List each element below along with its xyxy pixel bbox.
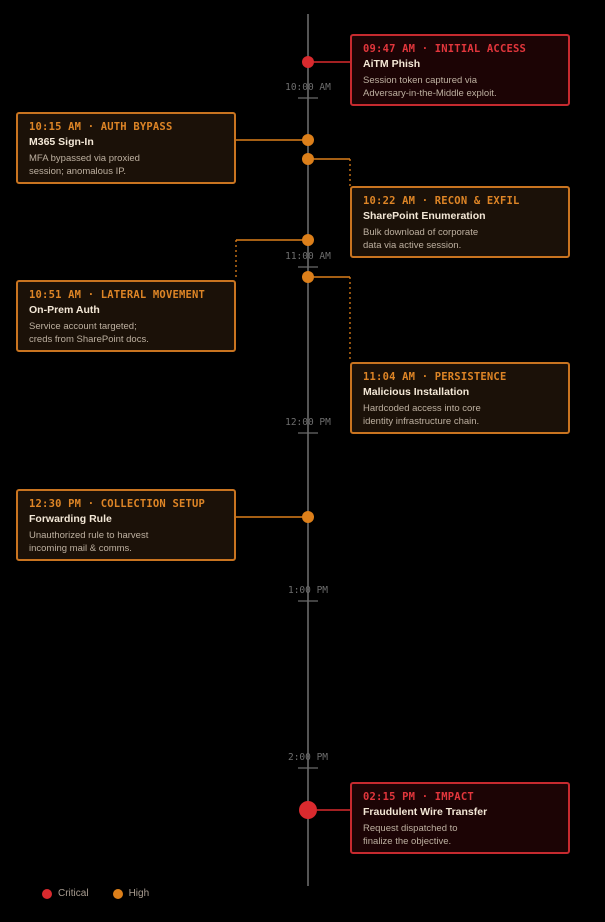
event-marker-high[interactable] — [302, 134, 314, 146]
event-marker-high[interactable] — [302, 234, 314, 246]
event-description: Bulk download of corporate data via active session. — [363, 227, 479, 251]
tick-label: 1:00 PM — [287, 585, 329, 596]
event-title: Forwarding Rule — [29, 513, 112, 525]
tick-label: 10:00 AM — [285, 82, 331, 93]
event-time: 10:15 AM · AUTH BYPASS — [29, 121, 173, 133]
event-card[interactable] — [350, 34, 570, 106]
event-description: Session token captured via Adversary-in-the-Middle exploit. — [363, 75, 497, 99]
legend-high-label: High — [128, 888, 150, 899]
event-marker-high[interactable] — [302, 271, 314, 283]
legend-critical-swatch — [42, 889, 52, 899]
legend — [42, 888, 149, 899]
legend-critical-label: Critical — [58, 888, 89, 899]
event-description: Service account targeted; creds from SharePoint docs. — [29, 321, 149, 345]
event-description: MFA bypassed via proxied session; anomalous IP. — [29, 153, 140, 177]
event-title: M365 Sign-In — [29, 136, 94, 148]
event-description: Hardcoded access into core identity infrastructure chain. — [363, 403, 481, 427]
event-time: 10:51 AM · LATERAL MOVEMENT — [29, 289, 206, 301]
event-marker-high[interactable] — [302, 153, 314, 165]
event-title: Fraudulent Wire Transfer — [363, 806, 488, 818]
event-title: On-Prem Auth — [29, 304, 100, 316]
event-time: 12:30 PM · COLLECTION SETUP — [29, 498, 206, 510]
event-card[interactable] — [16, 112, 236, 184]
event-title: SharePoint Enumeration — [363, 210, 486, 222]
event-time: 11:04 AM · PERSISTENCE — [363, 371, 507, 383]
event-title: AiTM Phish — [363, 58, 421, 70]
event-card[interactable] — [350, 782, 570, 854]
tick-label: 11:00 AM — [285, 251, 331, 262]
event-description: Request dispatched to finalize the objective. — [363, 823, 458, 847]
event-time: 09:47 AM · INITIAL ACCESS — [363, 43, 527, 55]
tick-label: 12:00 PM — [285, 417, 331, 428]
event-marker-critical[interactable] — [302, 56, 314, 68]
event-card[interactable] — [350, 362, 570, 434]
event-card[interactable] — [350, 186, 570, 258]
tick-label: 2:00 PM — [287, 752, 329, 763]
event-time: 10:22 AM · RECON & EXFIL — [363, 195, 520, 207]
event-title: Malicious Installation — [363, 386, 470, 398]
legend-high-swatch — [113, 889, 123, 899]
legend-item-critical — [42, 888, 89, 899]
legend-item-high — [113, 888, 150, 899]
event-marker-high[interactable] — [302, 511, 314, 523]
event-description: Unauthorized rule to harvest incoming mail & comms. — [29, 530, 149, 554]
event-time: 02:15 PM · IMPACT — [363, 791, 474, 803]
event-card[interactable] — [16, 489, 236, 561]
event-card[interactable] — [16, 280, 236, 352]
event-marker-critical[interactable] — [299, 801, 317, 819]
